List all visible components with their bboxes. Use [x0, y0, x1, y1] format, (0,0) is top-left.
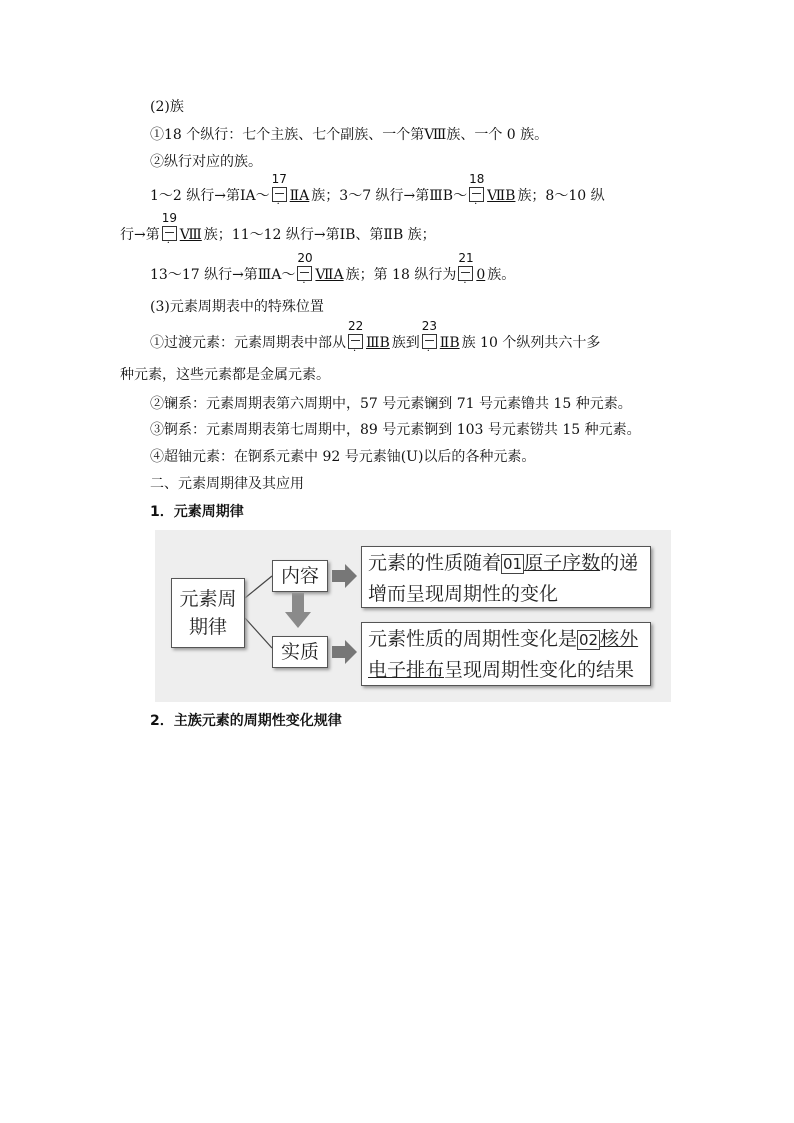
- heading-special-positions: (3)元素周期表中的特殊位置: [150, 299, 324, 315]
- answer-atomic-number: 原子序数: [524, 552, 601, 574]
- root-box: [171, 578, 245, 648]
- blank-box-icon: ·: [162, 226, 177, 241]
- essence-label: 实质: [272, 636, 328, 668]
- periodic-law-heading: 1．元素周期律: [150, 504, 244, 520]
- answer-tag-02: 02: [579, 631, 599, 649]
- content-label: 内容: [272, 560, 328, 592]
- groups-line-4: 行→第 19 · Ⅷ 族；11～12 纵行→第ⅠB、第ⅡB 族；: [120, 211, 436, 249]
- groups-line-3: 1～2 纵行→第ⅠA～ 17 · ⅡA 族；3～7 纵行→第ⅢB～ 18 · ⅦB 族；8～10 纵: [150, 172, 605, 210]
- blank-box-icon: ·: [458, 266, 473, 281]
- blank-box-icon: ·: [469, 187, 484, 202]
- actinides-line: ③锕系：元素周期表第七周期中，89 号元素锕到 103 号元素铹共 15 种元素。: [150, 422, 641, 438]
- blank-box-icon: ·: [422, 334, 437, 349]
- groups-line-1: ①18 个纵行：七个主族、七个副族、一个第Ⅷ族、一个 0 族。: [150, 127, 549, 143]
- blank-box-icon: ·: [348, 334, 363, 349]
- blank-22: 22 · ⅢB: [348, 319, 390, 357]
- right-arrow-icon: [332, 564, 357, 588]
- blank-23: 23 · ⅡB: [421, 319, 460, 357]
- answer-tag-01: 01: [503, 555, 523, 573]
- root-line-2: 期律: [188, 616, 227, 638]
- blank-box-icon: ·: [272, 187, 287, 202]
- part-2-heading: 二、元素周期律及其应用: [150, 476, 304, 492]
- lanthanides-line: ②镧系：元素周期表第六周期中，57 号元素镧到 71 号元素镥共 15 种元素。: [150, 396, 632, 412]
- groups-line-5: 13～17 纵行→第ⅢA～ 20 · ⅦA 族；第 18 纵行为 21 · 0 族。: [150, 251, 516, 289]
- special-line-2: 种元素，这些元素都是金属元素。: [120, 367, 330, 383]
- answer-outer-electron-2: 电子排布: [368, 659, 445, 681]
- right-arrow-icon: [332, 640, 357, 664]
- blank-21: 21 · 0: [458, 251, 486, 289]
- connector-to-essence: [245, 618, 272, 648]
- answer-outer-electron-1: 核外: [600, 628, 639, 650]
- heading-groups: (2)族: [150, 99, 184, 115]
- groups-line-2: ②纵行对应的族。: [150, 154, 262, 170]
- essence-text-line-2: 电子排布呈现周期性变化的结果: [368, 659, 635, 681]
- blank-19: 19 · Ⅷ: [161, 211, 202, 249]
- blank-17: 17 · ⅡA: [271, 172, 310, 210]
- essence-box: [361, 622, 651, 686]
- main-group-heading: 2．主族元素的周期性变化规律: [150, 713, 342, 729]
- transuranium-line: ④超铀元素：在锕系元素中 92 号元素铀(U)以后的各种元素。: [150, 449, 536, 465]
- connector-to-content: [245, 576, 272, 598]
- essence-text-line-1: 元素性质的周期性变化是 02 核外: [368, 628, 639, 650]
- blank-18: 18 · ⅦB: [469, 172, 516, 210]
- content-box: [361, 546, 651, 608]
- periodic-law-diagram: [155, 530, 671, 702]
- down-arrow-icon: [285, 593, 311, 628]
- content-text-line-1: 元素的性质随着 01 原子序数的递: [368, 552, 639, 574]
- blank-box-icon: ·: [297, 266, 312, 281]
- blank-20: 20 · ⅦA: [297, 251, 344, 289]
- content-text-line-2: 增而呈现周期性的变化: [368, 583, 559, 605]
- special-line-1: ①过渡元素：元素周期表中部从 22 · ⅢB 族到 23 · ⅡB 族 10 个纵列共六十多: [150, 319, 601, 357]
- root-line-1: 元素周: [179, 588, 237, 610]
